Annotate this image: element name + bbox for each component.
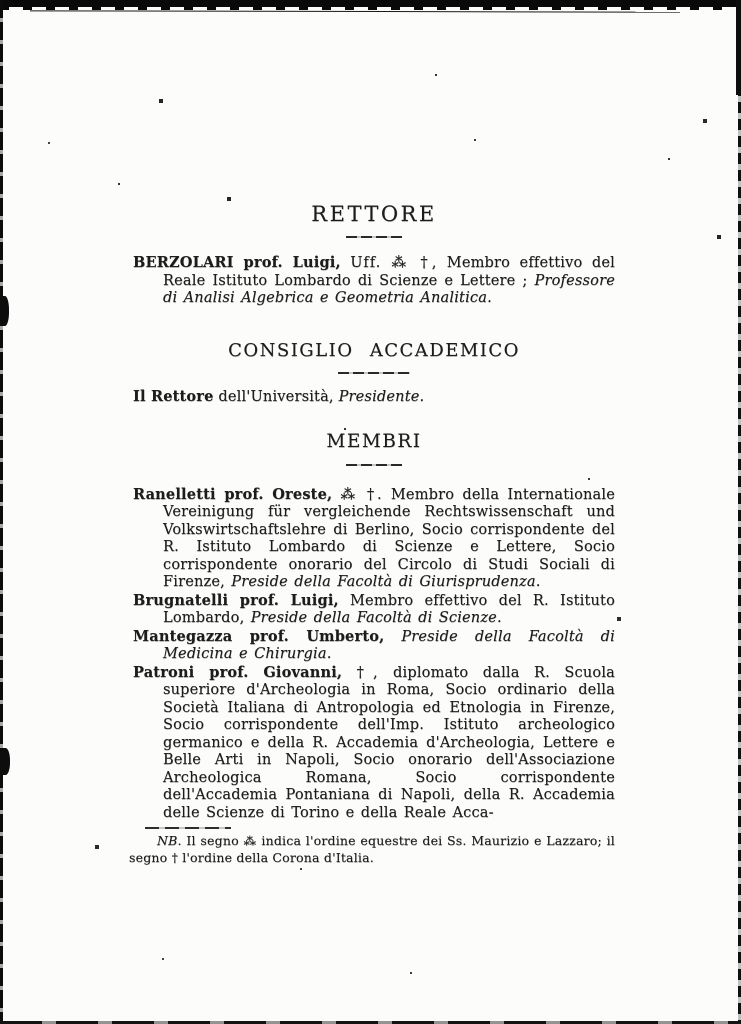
member-description: Membro effettivo del R. Istituto Lombardo, — [163, 592, 615, 626]
member-role: Preside della Facoltà di Giurisprudenza. — [231, 574, 541, 590]
footnote-text: Il segno — [186, 833, 239, 848]
heading-rule — [338, 372, 410, 374]
member-description: diplomato dalla R. Scuola superiore d'Archeologia in Roma, Socio ordinario della Società Italiana di Antropologia ed Etnologia in Firenze, Socio corrispondente dell'Imp. Istituto archeologico germanico e della R. Accademia d'Archeologia, Lettere e Belle Arti in Napoli, Socio onorario dell'Associazione Archeologica Romana, Socio corrispondente dell'Accademia Pontaniana di Napoli, della R. Accademia delle Scienze di Torino e della Reale Acca- — [163, 664, 616, 821]
member-description: Membro della Internationale Vereinigung für vergleichende Rechtswissenschaft und Volkswirtschaftslehre di Berlino, Socio corrispondente del R. Istituto Lombardo di Scienze e Lettere, Socio corrispondente onorario del Circolo di Studi Sociali di Firenze, — [163, 486, 615, 590]
president-text: dell'Università, — [218, 388, 334, 405]
scan-ink-blob — [0, 748, 10, 775]
member-name: Ranelletti prof. Oreste, — [133, 485, 333, 503]
scan-border-left — [0, 0, 3, 1024]
member-entry — [133, 628, 615, 664]
consiglio-heading: CONSIGLIO ACCADEMICO — [228, 339, 520, 361]
page-content — [129, 0, 616, 866]
footnote-nb-label: NB. — [157, 833, 182, 848]
heading-rule — [346, 236, 402, 238]
president-line — [133, 388, 615, 406]
member-entry — [133, 486, 615, 592]
footnote-separator — [145, 827, 231, 829]
member-role: Preside della Facoltà di Medicina e Chirurgia. — [163, 628, 615, 662]
member-name: Patroni prof. Giovanni, — [133, 663, 343, 681]
footnote-text: l'ordine della Corona d'Italia. — [182, 849, 374, 865]
heading-rule — [346, 464, 402, 466]
rector-description: Membro effettivo del Reale Istituto Lombardo di Scienze e Lettere ; — [163, 255, 615, 289]
member-entry — [133, 592, 615, 628]
membri-heading: MEMBRI — [326, 430, 422, 452]
member-entry — [133, 664, 615, 823]
president-role: Presidente. — [338, 388, 425, 405]
member-name: Mantegazza prof. Umberto, — [133, 627, 385, 645]
member-name: Brugnatelli prof. Luigi, — [133, 591, 339, 609]
scan-noise — [0, 0, 2, 2]
scan-border-right-segment — [736, 0, 741, 95]
corona-italia-sign-icon: † — [171, 849, 179, 865]
rector-role: Professore di Analisi Algebrica e Geometria Analitica. — [163, 272, 615, 306]
footnote — [129, 833, 615, 866]
honor-signs: ⁂ †. — [340, 486, 383, 503]
footnote-text: indica l'ordine equestre dei Ss. Maurizio e Lazzaro; il segno — [129, 833, 615, 865]
president-title: Il Rettore — [133, 387, 214, 405]
member-role: Preside della Facoltà di Scienze. — [250, 610, 502, 626]
honor-signs: †, — [356, 664, 379, 681]
rector-name: BERZOLARI prof. Luigi, — [133, 254, 341, 271]
maurizio-lazzaro-sign-icon: ⁂ — [243, 833, 257, 848]
scan-ink-blob — [0, 296, 9, 326]
rector-entry — [133, 254, 615, 308]
honor-signs: Uff. ⁂ †, — [350, 255, 438, 271]
members-list — [133, 486, 615, 823]
rettore-heading: RETTORE — [311, 202, 437, 226]
